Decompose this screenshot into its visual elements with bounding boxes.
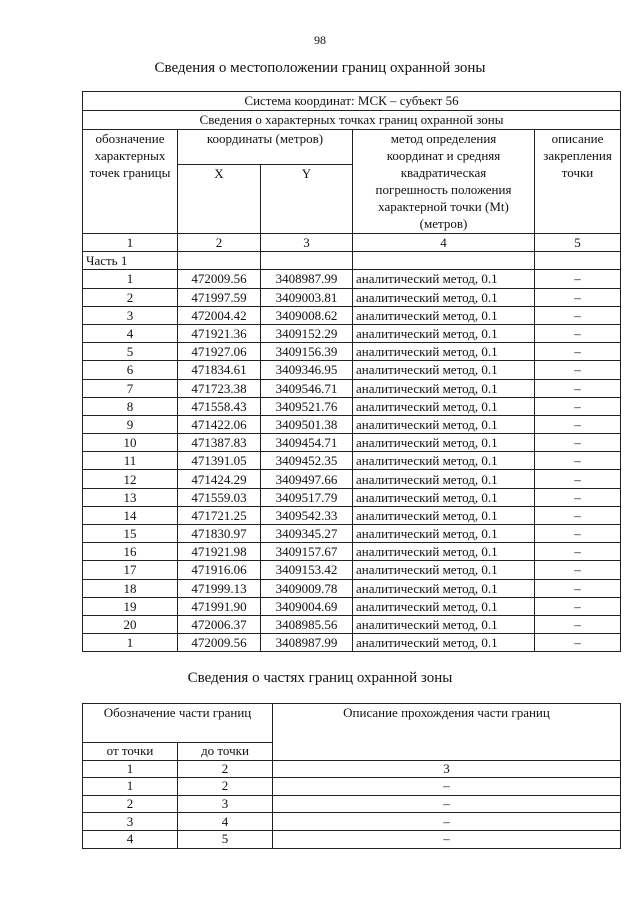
point-number: 9 xyxy=(83,415,178,433)
point-number: 11 xyxy=(83,452,178,470)
table-row xyxy=(83,288,621,306)
point-number: 12 xyxy=(83,470,178,488)
table-row xyxy=(83,813,621,831)
fixation-description: – xyxy=(535,561,621,579)
x-coordinate: 471927.06 xyxy=(178,343,261,361)
column-number: 1 xyxy=(83,234,178,252)
y-coordinate: 3409157.67 xyxy=(261,543,353,561)
method: аналитический метод, 0.1 xyxy=(353,415,535,433)
point-number: 15 xyxy=(83,525,178,543)
method: аналитический метод, 0.1 xyxy=(353,270,535,288)
header-to: до точки xyxy=(178,743,273,761)
from-point: 3 xyxy=(83,813,178,831)
table-row xyxy=(83,397,621,415)
point-number: 1 xyxy=(83,634,178,652)
y-coordinate: 3409156.39 xyxy=(261,343,353,361)
method: аналитический метод, 0.1 xyxy=(353,470,535,488)
column-number: 3 xyxy=(261,234,353,252)
point-number: 7 xyxy=(83,379,178,397)
fixation-description: – xyxy=(535,379,621,397)
x-coordinate: 472006.37 xyxy=(178,615,261,633)
table-row xyxy=(83,415,621,433)
point-number: 6 xyxy=(83,361,178,379)
point-number: 13 xyxy=(83,488,178,506)
x-coordinate: 471997.59 xyxy=(178,288,261,306)
table-row xyxy=(83,525,621,543)
x-coordinate: 471830.97 xyxy=(178,525,261,543)
point-number: 18 xyxy=(83,579,178,597)
method: аналитический метод, 0.1 xyxy=(353,525,535,543)
y-coordinate: 3409153.42 xyxy=(261,561,353,579)
method: аналитический метод, 0.1 xyxy=(353,288,535,306)
from-point: 1 xyxy=(83,778,178,796)
point-number: 2 xyxy=(83,288,178,306)
fixation-description: – xyxy=(535,434,621,452)
y-coordinate: 3409452.35 xyxy=(261,452,353,470)
fixation-description: – xyxy=(535,470,621,488)
y-coordinate: 3409546.71 xyxy=(261,379,353,397)
from-point: 4 xyxy=(83,830,178,848)
part-description: 3 xyxy=(273,760,621,778)
point-number: 4 xyxy=(83,324,178,342)
x-coordinate: 471559.03 xyxy=(178,488,261,506)
point-number: 10 xyxy=(83,434,178,452)
to-point: 5 xyxy=(178,830,273,848)
y-coordinate: 3408987.99 xyxy=(261,270,353,288)
fixation-description: – xyxy=(535,361,621,379)
part-description: – xyxy=(273,813,621,831)
table-row xyxy=(83,634,621,652)
header-point-label: обозначение характерных точек границы xyxy=(83,130,178,234)
fixation-description: – xyxy=(535,288,621,306)
method: аналитический метод, 0.1 xyxy=(353,579,535,597)
y-coordinate: 3409517.79 xyxy=(261,488,353,506)
method: аналитический метод, 0.1 xyxy=(353,615,535,633)
method: аналитический метод, 0.1 xyxy=(353,452,535,470)
method: аналитический метод, 0.1 xyxy=(353,343,535,361)
table-row xyxy=(83,778,621,796)
x-coordinate: 471721.25 xyxy=(178,506,261,524)
x-coordinate: 471558.43 xyxy=(178,397,261,415)
method: аналитический метод, 0.1 xyxy=(353,488,535,506)
boundary-parts-table xyxy=(82,703,621,849)
section-title-location: Сведения о местоположении границ охранной зоны xyxy=(154,60,486,76)
x-coordinate: 471723.38 xyxy=(178,379,261,397)
fixation-description: – xyxy=(535,306,621,324)
x-coordinate: 471921.36 xyxy=(178,324,261,342)
point-number: 5 xyxy=(83,343,178,361)
method: аналитический метод, 0.1 xyxy=(353,379,535,397)
header-method: метод определения координат и средняя квадратическая погрешность положения характерной точки (Mt) (метров) xyxy=(353,130,535,234)
table-row xyxy=(83,579,621,597)
table-row xyxy=(83,615,621,633)
table-row xyxy=(83,506,621,524)
y-coordinate: 3409501.38 xyxy=(261,415,353,433)
method: аналитический метод, 0.1 xyxy=(353,306,535,324)
fixation-description: – xyxy=(535,270,621,288)
fixation-description: – xyxy=(535,324,621,342)
y-coordinate: 3409009.78 xyxy=(261,579,353,597)
y-coordinate: 3409004.69 xyxy=(261,597,353,615)
x-coordinate: 471391.05 xyxy=(178,452,261,470)
part-description: – xyxy=(273,795,621,813)
to-point: 2 xyxy=(178,778,273,796)
method: аналитический метод, 0.1 xyxy=(353,397,535,415)
table-row xyxy=(83,452,621,470)
y-coordinate: 3409454.71 xyxy=(261,434,353,452)
table-row xyxy=(83,543,621,561)
table-row xyxy=(83,470,621,488)
table-row xyxy=(83,760,621,778)
fixation-description: – xyxy=(535,597,621,615)
table-row xyxy=(83,379,621,397)
header-description: описание закрепления точки xyxy=(535,130,621,234)
x-coordinate: 471387.83 xyxy=(178,434,261,452)
method: аналитический метод, 0.1 xyxy=(353,561,535,579)
table-row xyxy=(83,795,621,813)
table-row xyxy=(83,597,621,615)
table-row xyxy=(83,361,621,379)
to-point: 3 xyxy=(178,795,273,813)
method: аналитический метод, 0.1 xyxy=(353,543,535,561)
header-part-desc: Описание прохождения части границ xyxy=(273,704,621,761)
y-coordinate: 3409152.29 xyxy=(261,324,353,342)
coordinate-system: Система координат: МСК – субъект 56 xyxy=(83,92,621,111)
point-number: 14 xyxy=(83,506,178,524)
from-point: 2 xyxy=(83,795,178,813)
point-number: 19 xyxy=(83,597,178,615)
header-from: от точки xyxy=(83,743,178,761)
method: аналитический метод, 0.1 xyxy=(353,506,535,524)
to-point: 2 xyxy=(178,760,273,778)
method: аналитический метод, 0.1 xyxy=(353,634,535,652)
from-point: 1 xyxy=(83,760,178,778)
table-row xyxy=(83,270,621,288)
method: аналитический метод, 0.1 xyxy=(353,434,535,452)
fixation-description: – xyxy=(535,415,621,433)
header-part: Обозначение части границ xyxy=(83,704,273,743)
table-row xyxy=(83,830,621,848)
column-number: 2 xyxy=(178,234,261,252)
y-coordinate: 3409497.66 xyxy=(261,470,353,488)
part-description: – xyxy=(273,778,621,796)
header-coordinates: координаты (метров) xyxy=(178,130,353,165)
fixation-description: – xyxy=(535,452,621,470)
part-label: Часть 1 xyxy=(83,252,178,270)
column-number: 5 xyxy=(535,234,621,252)
y-coordinate: 3409003.81 xyxy=(261,288,353,306)
fixation-description: – xyxy=(535,579,621,597)
table-subtitle: Сведения о характерных точках границ охранной зоны xyxy=(83,111,621,130)
y-coordinate: 3408985.56 xyxy=(261,615,353,633)
point-number: 16 xyxy=(83,543,178,561)
page-number: 98 xyxy=(314,33,326,47)
fixation-description: – xyxy=(535,615,621,633)
table-row xyxy=(83,324,621,342)
to-point: 4 xyxy=(178,813,273,831)
y-coordinate: 3408987.99 xyxy=(261,634,353,652)
y-coordinate: 3409542.33 xyxy=(261,506,353,524)
y-coordinate: 3409008.62 xyxy=(261,306,353,324)
fixation-description: – xyxy=(535,397,621,415)
point-number: 8 xyxy=(83,397,178,415)
fixation-description: – xyxy=(535,634,621,652)
fixation-description: – xyxy=(535,525,621,543)
y-coordinate: 3409345.27 xyxy=(261,525,353,543)
boundary-points-table xyxy=(82,91,621,652)
point-number: 17 xyxy=(83,561,178,579)
column-number: 4 xyxy=(353,234,535,252)
x-coordinate: 471916.06 xyxy=(178,561,261,579)
table-row xyxy=(83,434,621,452)
fixation-description: – xyxy=(535,343,621,361)
x-coordinate: 471422.06 xyxy=(178,415,261,433)
header-x: X xyxy=(178,165,261,234)
y-coordinate: 3409346.95 xyxy=(261,361,353,379)
x-coordinate: 472009.56 xyxy=(178,270,261,288)
x-coordinate: 472004.42 xyxy=(178,306,261,324)
x-coordinate: 471921.98 xyxy=(178,543,261,561)
x-coordinate: 471834.61 xyxy=(178,361,261,379)
method: аналитический метод, 0.1 xyxy=(353,597,535,615)
fixation-description: – xyxy=(535,506,621,524)
point-number: 1 xyxy=(83,270,178,288)
section-title-parts: Сведения о частях границ охранной зоны xyxy=(187,670,453,686)
table-row xyxy=(83,343,621,361)
header-y: Y xyxy=(261,165,353,234)
table-row xyxy=(83,561,621,579)
table-row xyxy=(83,306,621,324)
table-row xyxy=(83,488,621,506)
x-coordinate: 471424.29 xyxy=(178,470,261,488)
method: аналитический метод, 0.1 xyxy=(353,324,535,342)
y-coordinate: 3409521.76 xyxy=(261,397,353,415)
method: аналитический метод, 0.1 xyxy=(353,361,535,379)
x-coordinate: 472009.56 xyxy=(178,634,261,652)
fixation-description: – xyxy=(535,488,621,506)
point-number: 3 xyxy=(83,306,178,324)
fixation-description: – xyxy=(535,543,621,561)
x-coordinate: 471991.90 xyxy=(178,597,261,615)
point-number: 20 xyxy=(83,615,178,633)
x-coordinate: 471999.13 xyxy=(178,579,261,597)
part-description: – xyxy=(273,830,621,848)
